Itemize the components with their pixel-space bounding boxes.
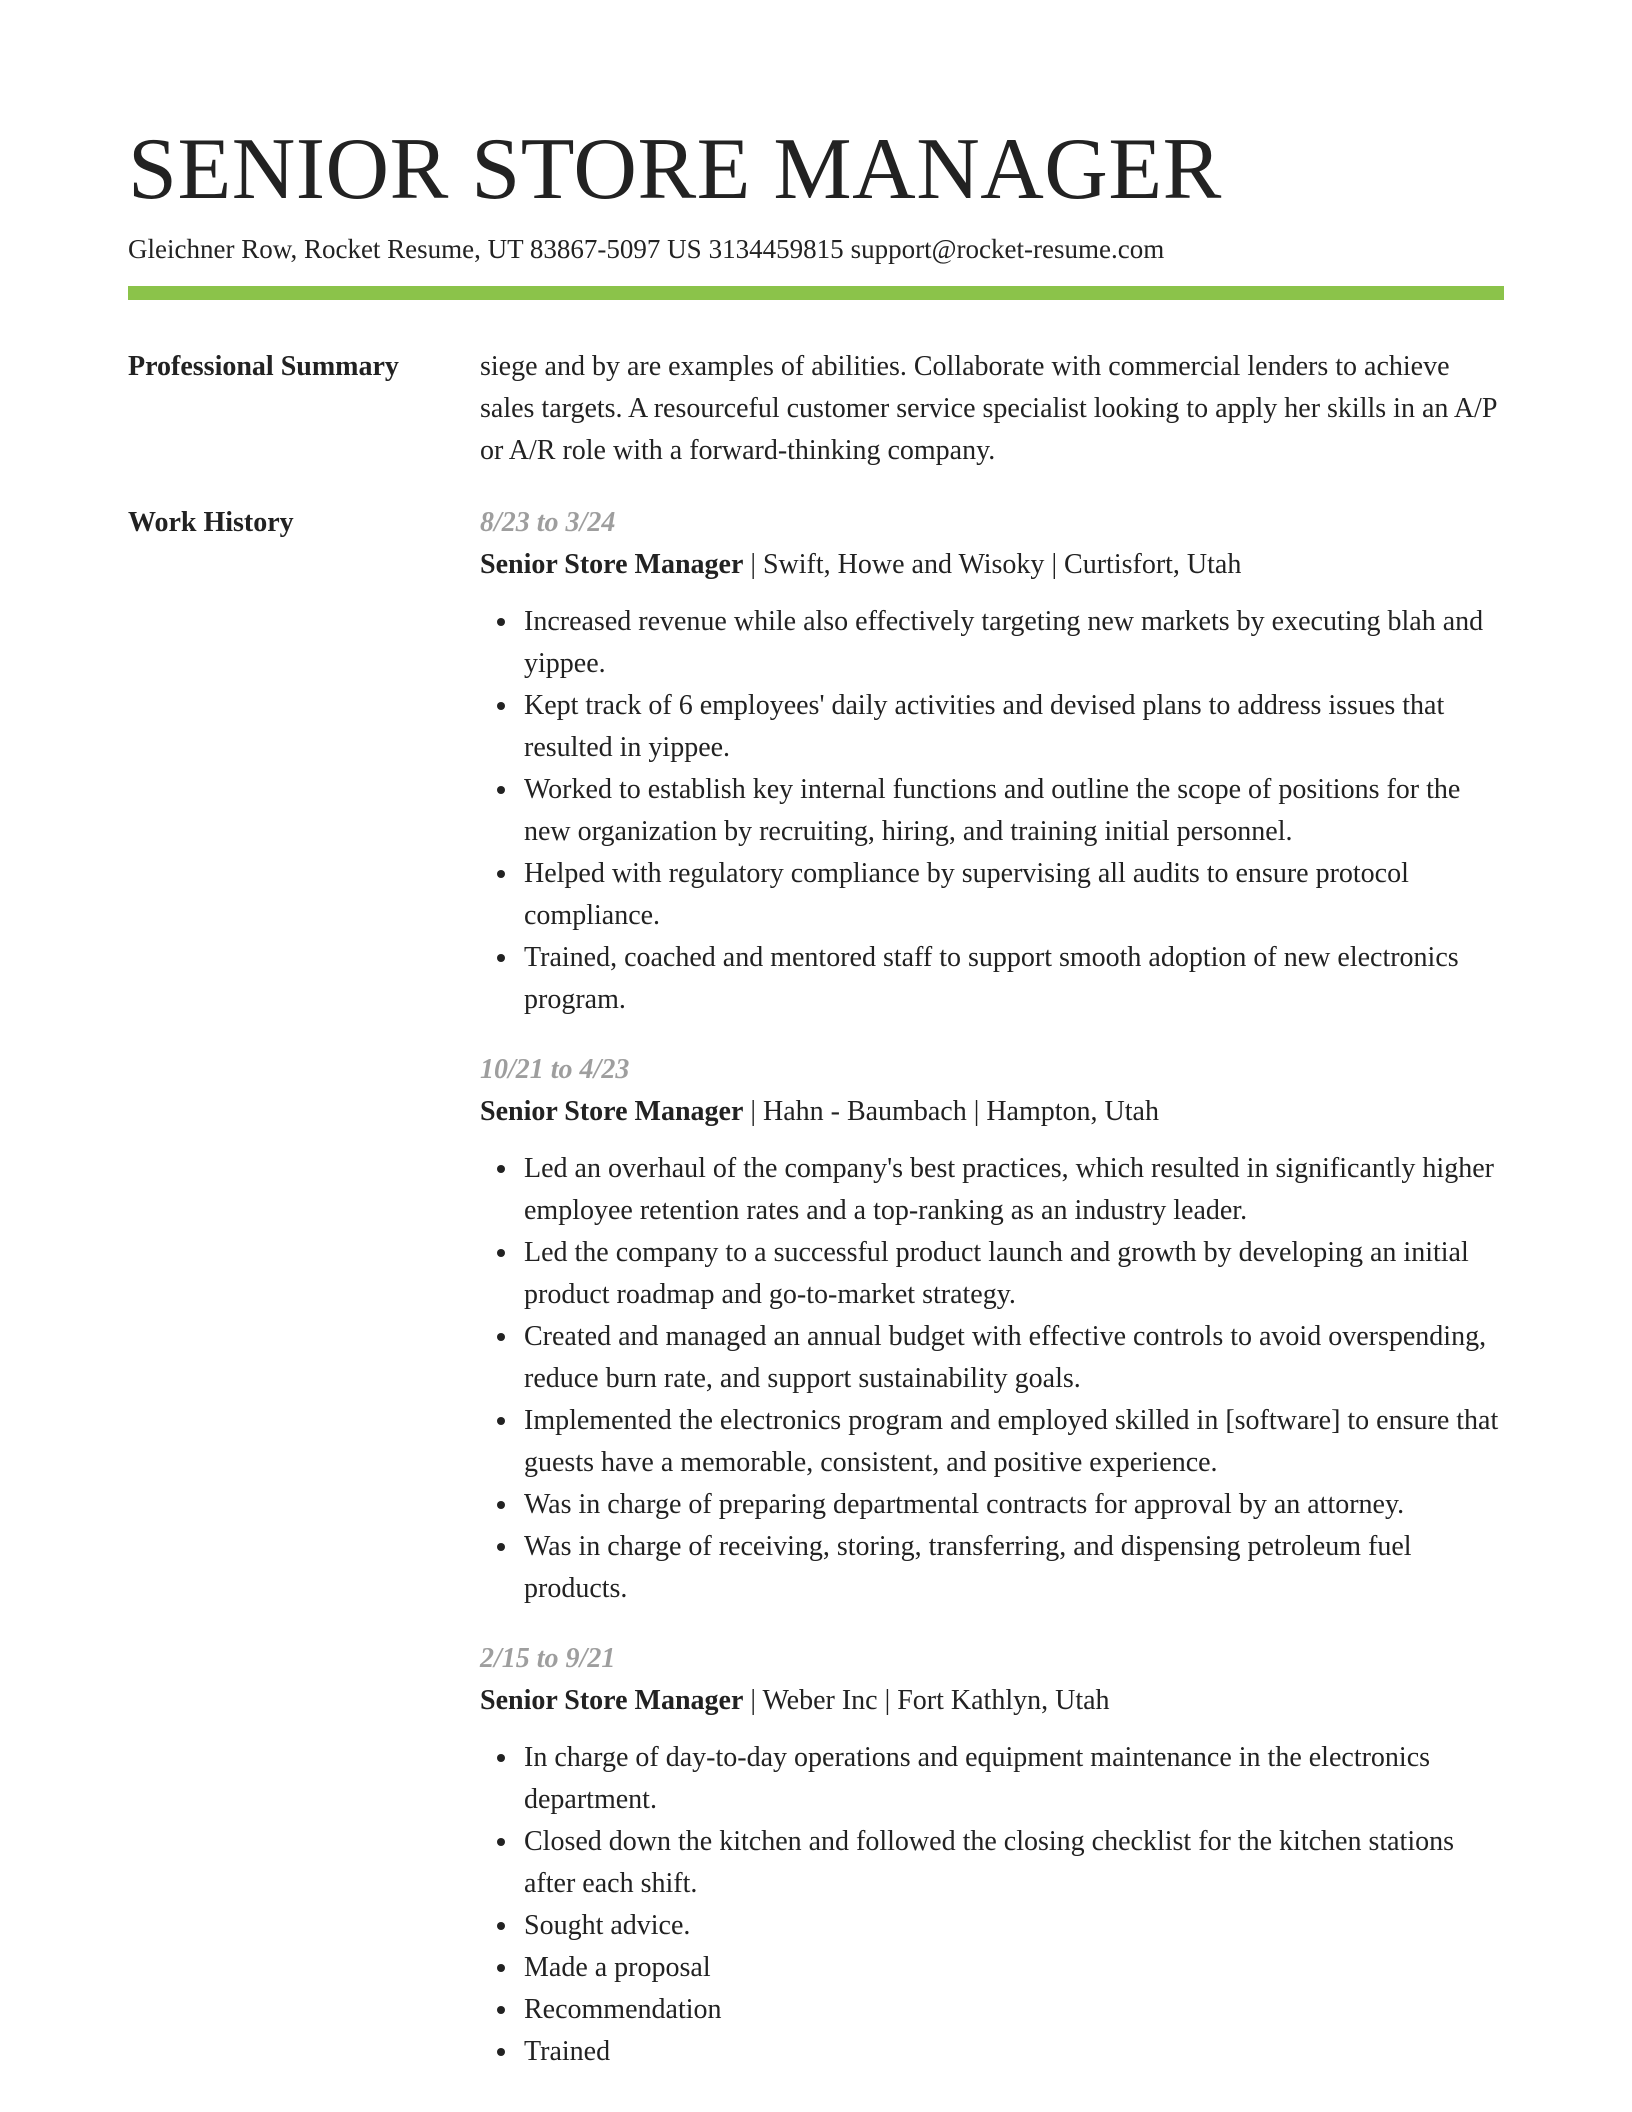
job-bullet: Closed down the kitchen and followed the closing checklist for the kitchen stations after each shift.: [524, 1821, 1504, 1905]
work-history-heading: Work History: [128, 507, 294, 538]
job-bullet: Sought advice.: [524, 1905, 1504, 1947]
resume-title: SENIOR STORE MANAGER: [128, 121, 1222, 218]
work-history-list: [480, 502, 1504, 2101]
job-title: Senior Store Manager: [480, 1685, 744, 1716]
job-location: Hampton, Utah: [986, 1096, 1159, 1127]
job-bullet: Worked to establish key internal functions and outline the scope of positions for the new organization by recruiting, hiring, and training initial personnel.: [524, 769, 1504, 853]
job-bullet: Increased revenue while also effectively targeting new markets by executing blah and yippee.: [524, 601, 1504, 685]
contact-line: [128, 229, 1164, 269]
job-location: Fort Kathlyn, Utah: [897, 1685, 1110, 1716]
separator: |: [1044, 549, 1065, 580]
separator: |: [743, 549, 763, 580]
summary-heading: Professional Summary: [128, 351, 399, 382]
job-bullet: Trained, coached and mentored staff to support smooth adoption of new electronics program.: [524, 937, 1504, 1021]
job-location: Curtisfort, Utah: [1064, 549, 1242, 580]
job-bullet: Led an overhaul of the company's best practices, which resulted in significantly higher employee retention rates and a top-ranking as an industry leader.: [524, 1148, 1504, 1232]
separator: |: [966, 1096, 987, 1127]
contact-email: support@rocket-resume.com: [850, 234, 1165, 264]
job-bullet: Kept track of 6 employees' daily activities and devised plans to address issues that resulted in yippee.: [524, 685, 1504, 769]
job-bullet: Created and managed an annual budget with effective controls to avoid overspending, reduce burn rate, and support sustainability goals.: [524, 1316, 1504, 1400]
job-bullet: Was in charge of receiving, storing, transferring, and dispensing petroleum fuel products.: [524, 1526, 1504, 1610]
separator: |: [743, 1685, 763, 1716]
separator: |: [743, 1096, 763, 1127]
job-title-line: [480, 1680, 1504, 1722]
job-bullet: Made a proposal: [524, 1947, 1504, 1989]
contact-phone: 3134459815: [708, 234, 844, 264]
job-bullet: Helped with regulatory compliance by supervising all audits to ensure protocol compliance.: [524, 853, 1504, 937]
job-company: Hahn - Baumbach: [762, 1096, 967, 1127]
job-company: Swift, Howe and Wisoky: [762, 549, 1045, 580]
job-bullet-list: [480, 1737, 1504, 2073]
job-company: Weber Inc: [762, 1685, 878, 1716]
contact-address: Gleichner Row, Rocket Resume, UT 83867-5097 US: [128, 234, 702, 264]
job-bullet: Implemented the electronics program and employed skilled in [software] to ensure that guests have a memorable, consistent, and positive experience.: [524, 1400, 1504, 1484]
job-title: Senior Store Manager: [480, 549, 744, 580]
job-bullet: Recommendation: [524, 1989, 1504, 2031]
job-bullet-list: [480, 1148, 1504, 1610]
job-title: Senior Store Manager: [480, 1096, 744, 1127]
job-dates: 10/21 to 4/23: [480, 1054, 630, 1085]
job-dates: 8/23 to 3/24: [480, 507, 616, 538]
job-entry: [480, 502, 1504, 1021]
job-title-line: [480, 1091, 1504, 1133]
job-dates: 2/15 to 9/21: [480, 1643, 616, 1674]
accent-divider: [128, 286, 1504, 300]
summary-text: siege and by are examples of abilities. Collaborate with commercial lenders to achieve sales targets. A resourceful customer service specialist looking to apply her skills in an A/P or A/R role with a forward-thinking company.: [480, 351, 1497, 466]
summary-section: [128, 346, 1504, 476]
job-entry: [480, 1638, 1504, 2073]
separator: |: [877, 1685, 898, 1716]
job-bullet: Led the company to a successful product launch and growth by developing an initial product roadmap and go-to-market strategy.: [524, 1232, 1504, 1316]
job-title-line: [480, 544, 1504, 586]
job-bullet: In charge of day-to-day operations and equipment maintenance in the electronics department.: [524, 1737, 1504, 1821]
job-bullet-list: [480, 601, 1504, 1021]
job-entry: [480, 1049, 1504, 1610]
job-bullet: Was in charge of preparing departmental contracts for approval by an attorney.: [524, 1484, 1504, 1526]
job-bullet: Trained: [524, 2031, 1504, 2073]
